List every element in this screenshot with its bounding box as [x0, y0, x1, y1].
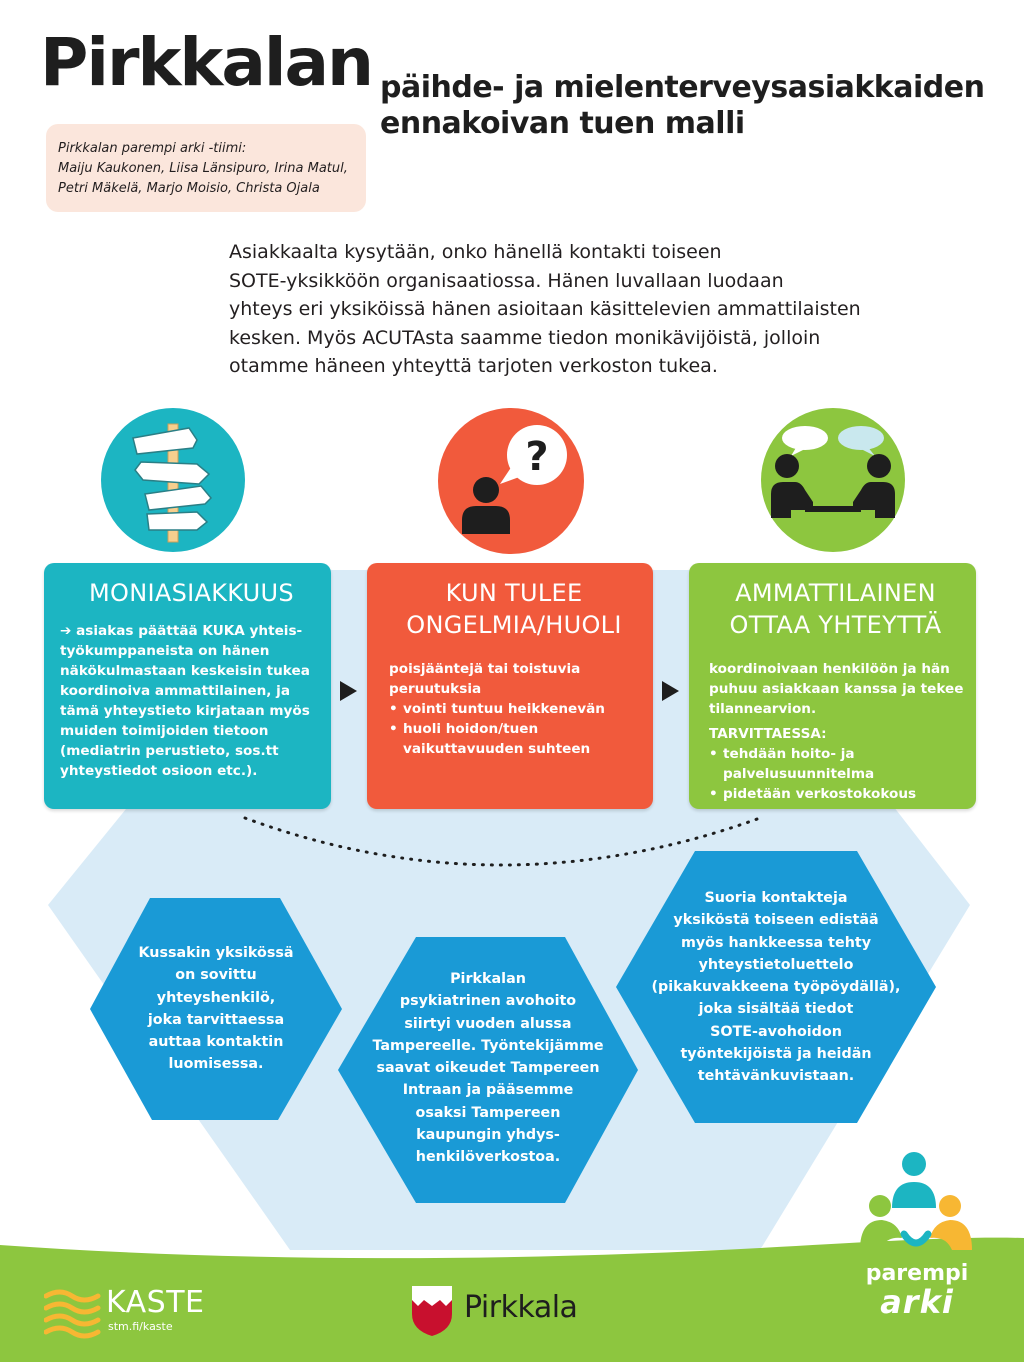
page-subtitle	[380, 70, 1000, 142]
card-line: koordinoiva ammattilainen, ja	[60, 683, 291, 699]
bullet-icon: •	[709, 786, 718, 802]
card-line: koordinoivaan henkilöön ja hän	[709, 661, 950, 677]
bullet-icon: •	[389, 701, 398, 717]
meeting-icon-circle	[761, 408, 905, 552]
intro-line: yhteys eri yksiköissä hänen asioitaan käsittelevien ammattilaisten	[229, 298, 861, 321]
hexagon-line: työntekijöistä ja heidän	[680, 1046, 872, 1063]
bullet-line: pidetään verkostokokous	[723, 786, 917, 802]
card-moniasiakkuus	[44, 563, 331, 809]
bullet-text	[403, 719, 590, 759]
subtitle-line: päihde- ja mielenterveysasiakkaiden	[380, 70, 985, 105]
hexagon-line: on sovittu	[175, 967, 257, 984]
arrow-right-icon: ➔	[60, 623, 72, 639]
card-line-text: asiakas päättää KUKA yhteis-	[76, 623, 303, 639]
bullet-text	[723, 784, 916, 804]
hexagon-text-1	[106, 942, 326, 1076]
svg-text:?: ?	[525, 434, 549, 480]
card-line: yhteystiedot osioon etc.).	[60, 763, 258, 779]
card-ongelmia-huoli	[367, 563, 653, 809]
intro-line: SOTE-yksikköön organisaatiossa. Hänen luvallaan luodaan	[229, 269, 784, 292]
hexagon-line: Intraan ja pääsemme	[402, 1082, 574, 1099]
card-body	[389, 659, 639, 759]
flow-arrow-icon	[340, 681, 357, 701]
hexagon-line: joka tarvittaessa	[147, 1011, 285, 1028]
card-ammattilainen-ottaa-yhteytta	[689, 563, 976, 809]
hexagon-line: luomisessa.	[168, 1056, 264, 1073]
hexagon-line: saavat oikeudet Tampereen	[376, 1060, 600, 1077]
card-title-line: KUN TULEE	[445, 579, 583, 607]
bullet-icon: •	[709, 746, 718, 762]
bullet-item	[389, 699, 639, 719]
hexagon-line: joka sisältää tiedot	[698, 1001, 854, 1018]
hexagon-text-2	[358, 968, 618, 1169]
card-line: työkumppaneista on hänen	[60, 643, 270, 659]
signpost-icon	[101, 408, 245, 552]
flow-arrow-icon	[662, 681, 679, 701]
card-subheading: TARVITTAESSA:	[709, 726, 827, 742]
hexagon-line: yksiköstä toiseen edistää	[673, 912, 879, 929]
hexagon-line: tehtävänkuvistaan.	[697, 1068, 855, 1085]
pirkkala-name: Pirkkala	[464, 1290, 578, 1325]
card-line: näkökulmastaan keskeisin tukea	[60, 663, 310, 679]
hexagon-text-3	[636, 887, 916, 1088]
card-line: puhuu asiakkaan kanssa ja tekee	[709, 681, 964, 697]
card-line: tilannearvion.	[709, 701, 817, 717]
card-body	[709, 659, 962, 804]
subtitle-line: ennakoivan tuen malli	[380, 106, 745, 141]
person-question-icon-circle	[438, 408, 584, 554]
bullet-line: palvelusuunnitelma	[723, 766, 875, 782]
kaste-name: KASTE	[106, 1285, 205, 1320]
hexagon-line: osaksi Tampereen	[415, 1104, 561, 1121]
meeting-icon	[761, 408, 905, 552]
intro-line: kesken. Myös ACUTAsta saamme tiedon monikävijöistä, jolloin	[229, 326, 821, 349]
card-title: MONIASIAKKUUS	[89, 579, 294, 607]
hexagon-line: auttaa kontaktin	[148, 1034, 284, 1051]
bullet-line: tehdään hoito- ja	[723, 746, 855, 762]
team-members-line: Maiju Kaukonen, Liisa Länsipuro, Irina Matul,	[58, 161, 348, 176]
bullet-line: huoli hoidon/tuen	[403, 721, 539, 737]
hexagon-line: yhteyshenkilö,	[156, 989, 276, 1006]
intro-line: Asiakkaalta kysytään, onko hänellä kontakti toiseen	[229, 241, 722, 263]
person-question-icon	[438, 408, 584, 554]
team-heading: Pirkkalan parempi arki -tiimi:	[58, 141, 247, 156]
card-line: poisjääntejä tai toistuvia	[389, 661, 581, 677]
hexagon-line: henkilöverkostoa.	[415, 1149, 561, 1166]
hexagon-line: Kussakin yksikössä	[138, 945, 294, 961]
bullet-text	[403, 699, 605, 719]
page-title: Pirkkalan	[40, 24, 373, 101]
hexagon-line: (pikakuvakkeena työpöydällä),	[651, 979, 901, 996]
card-title-line: AMMATTILAINEN	[735, 579, 936, 607]
intro-line: otamme häneen yhteyttä tarjoten verkoston tukea.	[229, 355, 718, 378]
hexagon-line: Suoria kontakteja	[704, 890, 848, 906]
hexagon-line: siirtyi vuoden alussa	[404, 1015, 572, 1032]
card-title	[709, 577, 962, 641]
kaste-url: stm.fi/kaste	[108, 1320, 173, 1333]
hexagon-line: yhteystietoluettelo	[698, 956, 854, 973]
arki-text: arki	[880, 1283, 954, 1321]
intro-paragraph	[229, 238, 909, 381]
bullet-item	[709, 784, 962, 804]
card-line: peruutuksia	[389, 681, 482, 697]
hexagon-line: SOTE-avohoidon	[710, 1023, 842, 1040]
hexagon-line: psykiatrinen avohoito	[399, 993, 577, 1010]
bullet-line: vointi tuntuu heikkenevän	[403, 701, 605, 717]
team-members-line: Petri Mäkelä, Marjo Moisio, Christa Ojala	[58, 181, 320, 196]
bullet-line: vaikuttavuuden suhteen	[403, 741, 591, 757]
pirkkala-coat-of-arms-icon	[410, 1284, 454, 1338]
parempi-arki-people-icon	[856, 1146, 976, 1262]
card-title-line: ONGELMIA/HUOLI	[406, 611, 622, 639]
card-title	[389, 577, 639, 641]
kaste-logo-icon	[44, 1288, 102, 1340]
hexagon-line: Tampereelle. Työntekijämme	[372, 1037, 604, 1054]
bullet-item	[389, 719, 639, 759]
parempi-text: parempi	[865, 1261, 969, 1286]
hexagon-line: Pirkkalan	[450, 971, 526, 987]
team-box	[46, 124, 366, 212]
card-line: (mediatrin perustieto, sos.tt	[60, 743, 279, 759]
bullet-icon: •	[389, 721, 398, 737]
signpost-icon-circle	[101, 408, 245, 552]
bullet-text	[723, 744, 874, 784]
bullet-item	[709, 744, 962, 784]
card-line: muiden toimijoiden tietoon	[60, 723, 269, 739]
card-title-line: OTTAA YHTEYTTÄ	[729, 611, 942, 639]
hexagon-line: myös hankkeessa tehty	[680, 934, 872, 951]
card-line: tämä yhteystieto kirjataan myös	[60, 703, 310, 719]
hexagon-line: kaupungin yhdys-	[416, 1127, 560, 1144]
card-body	[58, 621, 317, 781]
card-line	[60, 621, 317, 641]
